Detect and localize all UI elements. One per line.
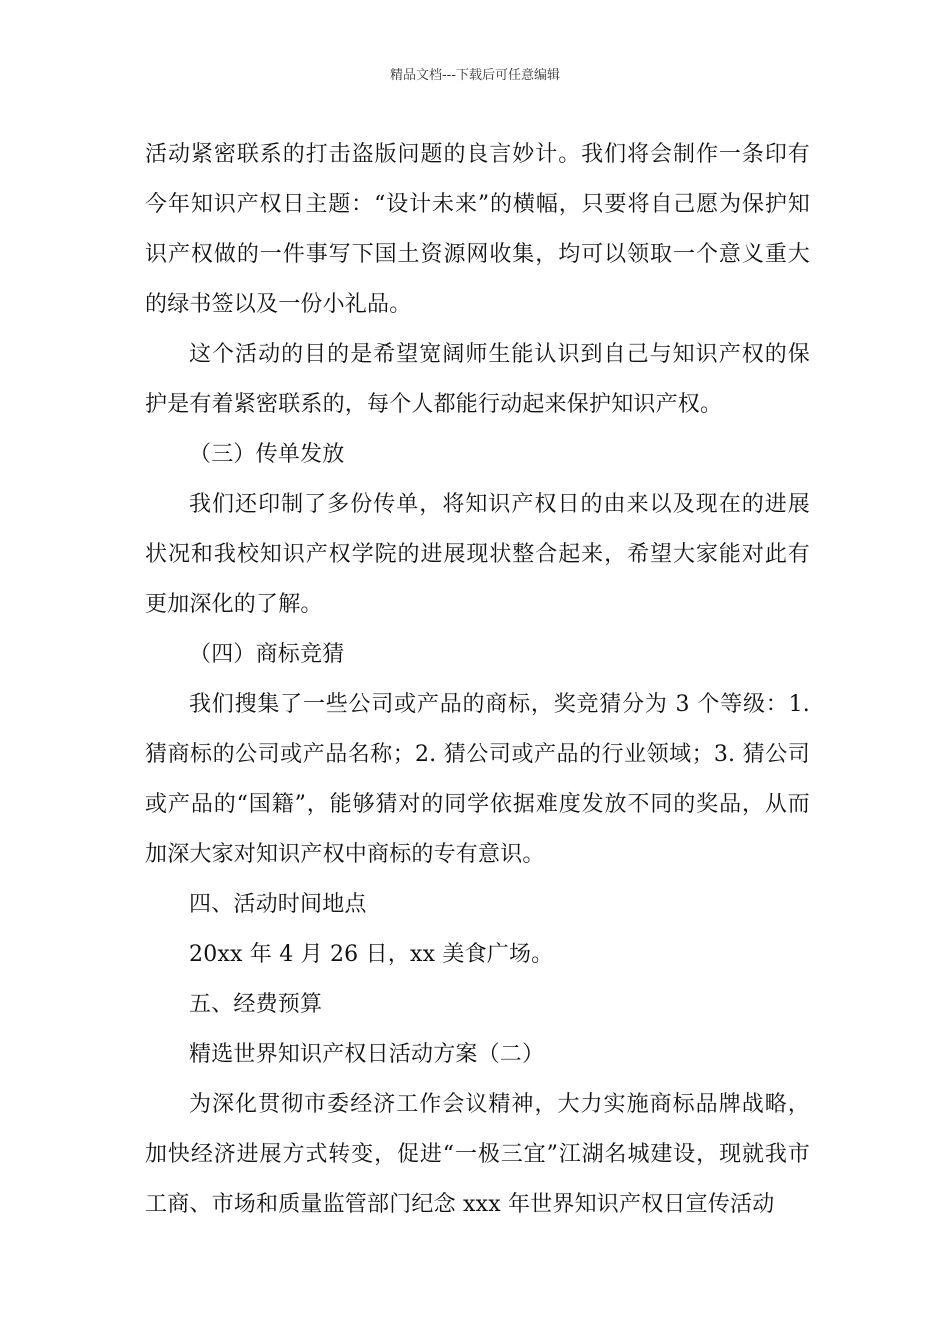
document-body bbox=[145, 130, 810, 1230]
plan-title-2: 精选世界知识产权日活动方案（二） bbox=[189, 1042, 545, 1067]
paragraph-3: 我们还印制了多份传单，将知识产权日的由来以及现在的进展状况和我校知识产权学院的进展现状整合起来，希望大家能对此有更加深化的了解。 bbox=[145, 492, 810, 617]
section-heading-leaflets: （三）传单发放 bbox=[189, 442, 345, 467]
section-heading-trademark-quiz: （四）商标竞猜 bbox=[189, 642, 345, 667]
paragraph-6: 为深化贯彻市委经济工作会议精神，大力实施商标品牌战略，加快经济进展方式转变，促进“一极三宜”江湖名城建设，现就我市工商、市场和质量监管部门纪念 xxx 年世界知识产权日宣传活动 bbox=[145, 1092, 810, 1217]
paragraph-2: 这个活动的目的是希望宽阔师生能认识到自己与知识产权的保护是有着紧密联系的，每个人都能行动起来保护知识产权。 bbox=[145, 342, 810, 417]
paragraph-5: 20xx 年 4 月 26 日，xx 美食广场。 bbox=[189, 942, 554, 967]
paragraph-4: 我们搜集了一些公司或产品的商标，奖竞猜分为 3 个等级：1. 猜商标的公司或产品名称；2. 猜公司或产品的行业领域；3. 猜公司或产品的“国籍”，能够猜对的同学依据难度发放不同的奖品，从而加深大家对知识产权中商标的专有意识。 bbox=[145, 692, 810, 867]
page-header: 精品文档---下载后可任意编辑 bbox=[389, 68, 561, 83]
section-heading-time-place: 四、活动时间地点 bbox=[189, 892, 367, 917]
section-heading-budget: 五、经费预算 bbox=[189, 992, 323, 1017]
paragraph-1: 活动紧密联系的打击盗版问题的良言妙计。我们将会制作一条印有今年知识产权日主题：“设计未来”的横幅，只要将自己愿为保护知识产权做的一件事写下国土资源网收集，均可以领取一个意义重大的绿书签以及一份小礼品。 bbox=[145, 142, 810, 317]
